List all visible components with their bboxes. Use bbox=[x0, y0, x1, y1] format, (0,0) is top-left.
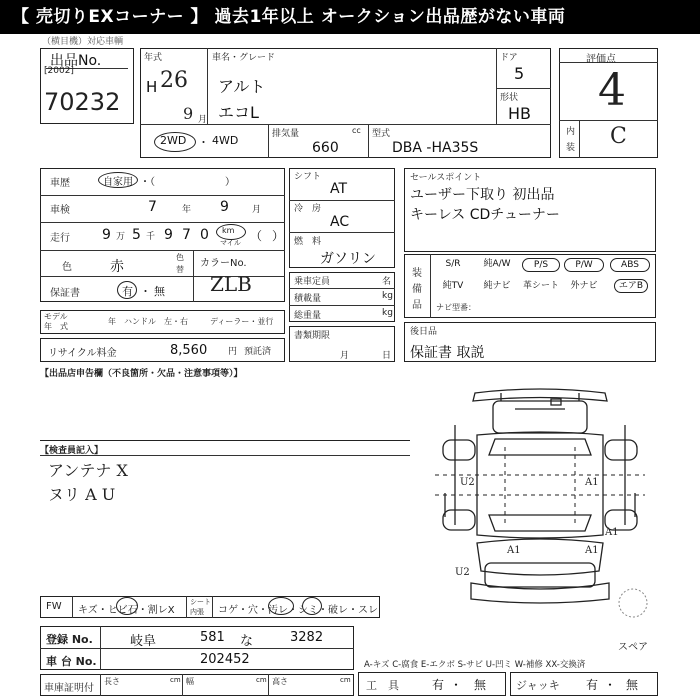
equipment-label-2: 備 bbox=[412, 284, 422, 295]
year-value: 26 bbox=[160, 68, 188, 93]
lot-sublabel: [2002] bbox=[44, 66, 74, 76]
type-label: 型式 bbox=[372, 129, 391, 139]
capacity-unit: 名 bbox=[382, 277, 392, 287]
history-rest: ・（ ） bbox=[140, 177, 235, 188]
tools-label: 工 具 bbox=[366, 679, 399, 692]
mileage-d1: 9 bbox=[102, 227, 111, 243]
equip-ps: P/S bbox=[522, 258, 560, 272]
spare-circle bbox=[619, 589, 647, 617]
equip-leather: 革シート bbox=[522, 281, 559, 291]
shift-value: AT bbox=[330, 181, 348, 197]
handle-text: ハンドル 左・右 bbox=[124, 317, 188, 326]
gross-label: 総重量 bbox=[294, 311, 322, 321]
model-year-label-1: モデル bbox=[44, 312, 68, 321]
jack-no: 無 bbox=[626, 678, 639, 692]
equip-navi: 純ナビ bbox=[483, 281, 511, 291]
jack-yes: 有 bbox=[586, 678, 599, 692]
shape-value: HB bbox=[508, 104, 532, 123]
drive-2wd: 2WD bbox=[160, 134, 187, 147]
warranty-no: 無 bbox=[154, 285, 165, 298]
certificate-length: 長さ bbox=[104, 677, 120, 686]
warranty-yes: 有 bbox=[122, 285, 133, 298]
docs-label: 書類期限 bbox=[294, 331, 331, 341]
mileage-label: 走行 bbox=[50, 233, 70, 244]
registration-number: 3282 bbox=[290, 630, 324, 645]
inspector-label: 【検査員記入】 bbox=[40, 446, 104, 456]
grade-name: エコL bbox=[218, 103, 259, 122]
capacity-label: 乗車定員 bbox=[294, 277, 331, 287]
recycle-unit: 円 bbox=[228, 347, 238, 357]
after-delivery-value: 保証書 取説 bbox=[410, 345, 485, 361]
lot-number: 70232 bbox=[44, 88, 121, 116]
doors-value: 5 bbox=[514, 64, 525, 83]
mileage-mile: マイル bbox=[220, 239, 241, 247]
docs-month: 月 bbox=[340, 351, 350, 361]
interior-label-1: 内 bbox=[566, 127, 576, 137]
damage-mark-5: A1 bbox=[585, 545, 599, 556]
damage-mark-2: A1 bbox=[585, 477, 599, 488]
shape-label: 形状 bbox=[500, 93, 519, 103]
model-year-label-2: 年 式 bbox=[44, 322, 68, 331]
registration-class: 581 bbox=[200, 630, 225, 645]
tools-no: 無 bbox=[474, 678, 487, 692]
history-label: 車歴 bbox=[50, 178, 70, 189]
warranty-label: 保証書 bbox=[50, 288, 80, 299]
mileage-man: 万 bbox=[116, 232, 126, 242]
fuel-label: 燃 料 bbox=[294, 237, 322, 247]
drive-4wd: 4WD bbox=[212, 134, 239, 147]
mileage-km: km bbox=[222, 226, 235, 235]
damage-mark-1: U2 bbox=[460, 477, 475, 488]
equip-aw: 純A/W bbox=[483, 259, 511, 269]
damage-mark-6: U2 bbox=[455, 567, 470, 578]
seller-notes-label: 【出品店申告欄（不良箇所・欠品・注意事項等）】 bbox=[40, 369, 243, 379]
color-code-label: カラーNo. bbox=[200, 258, 247, 269]
tools-sep: ・ bbox=[450, 678, 463, 692]
tools-yes: 有 bbox=[432, 678, 445, 692]
docs-day: 日 bbox=[382, 351, 392, 361]
inspection-month: 9 bbox=[220, 199, 229, 215]
load-unit: kg bbox=[382, 291, 393, 301]
drive-sep: ・ bbox=[198, 136, 209, 149]
inspection-year: 7 bbox=[148, 199, 157, 215]
inspector-line-2: ヌリ A U bbox=[48, 485, 116, 504]
equip-pw: P/W bbox=[564, 258, 604, 272]
year-month: 9 bbox=[183, 104, 194, 123]
equip-abs: ABS bbox=[610, 258, 650, 272]
color-change-1: 色 bbox=[176, 253, 184, 262]
registration-place: 岐阜 bbox=[130, 634, 157, 649]
aircon-label: 冷 房 bbox=[294, 204, 322, 214]
color-value: 赤 bbox=[110, 259, 124, 275]
inspection-label: 車検 bbox=[50, 205, 70, 216]
mileage-d4: 7 bbox=[182, 227, 191, 243]
doors-label: ドア bbox=[500, 53, 518, 63]
equipment-label-3: 品 bbox=[412, 300, 422, 311]
gross-unit: kg bbox=[382, 308, 393, 318]
score-value: 4 bbox=[598, 65, 626, 116]
score-label: 評価点 bbox=[586, 54, 616, 65]
shift-label: シフト bbox=[294, 172, 322, 182]
banner: 【 売切りEXコーナー 】 過去1年以上 オークション出品歴がない車両 bbox=[0, 0, 700, 34]
legend-items: キズ・ヒビ石・割レX bbox=[78, 605, 175, 616]
certificate-label: 車庫証明付 bbox=[44, 683, 94, 694]
mileage-d5: 0 bbox=[200, 227, 209, 243]
color-label: 色 bbox=[62, 262, 72, 273]
displacement-value: 660 bbox=[312, 140, 339, 156]
name-label: 車名・グレード bbox=[212, 53, 276, 63]
year-month-unit: 月 bbox=[198, 115, 208, 125]
jack-sep: ・ bbox=[604, 678, 617, 692]
chassis-value: 202452 bbox=[200, 652, 250, 667]
selling-points-label: セールスポイント bbox=[410, 173, 482, 183]
warranty-sep: ・ bbox=[140, 285, 151, 298]
registration-label: 登録 No. bbox=[46, 633, 93, 646]
model-year-unit: 年 bbox=[108, 317, 116, 326]
displacement-unit: cc bbox=[352, 126, 361, 135]
certificate-cm-3: cm bbox=[340, 676, 351, 684]
equipment-label-1: 装 bbox=[412, 268, 422, 279]
recycle-value: 8,560 bbox=[170, 343, 208, 358]
mileage-d2: 5 bbox=[132, 227, 141, 243]
registration-kana: な bbox=[240, 634, 254, 649]
recycle-label: リサイクル料金 bbox=[48, 348, 117, 359]
certificate-cm-2: cm bbox=[256, 676, 267, 684]
mileage-d3: 9 bbox=[164, 227, 173, 243]
aircon-value: AC bbox=[330, 214, 350, 230]
legend-fw: FW bbox=[46, 601, 62, 612]
spare-label: スペア bbox=[618, 642, 648, 653]
lot-label: 出品No. bbox=[50, 53, 102, 69]
dealer-text: ディーラー・並行 bbox=[210, 317, 274, 326]
fuel-value: ガソリン bbox=[320, 251, 376, 267]
selling-point-1: ユーザー下取り 初出品 bbox=[410, 187, 555, 203]
damage-mark-3: A1 bbox=[605, 527, 619, 538]
type-value: DBA -HA35S bbox=[392, 140, 479, 156]
interior-value: C bbox=[610, 124, 627, 149]
certificate-cm-1: cm bbox=[170, 676, 181, 684]
legend-codes: A-キズ C-腐食 E-エクボ S-サビ U-凹ミ W-補修 XX-交換済 bbox=[364, 660, 586, 670]
year-label: 年式 bbox=[144, 53, 163, 63]
equip-sr: S/R bbox=[445, 259, 461, 269]
damage-mark-4: A1 bbox=[507, 545, 521, 556]
mileage-sen: 千 bbox=[146, 232, 156, 242]
legend-seat-items: コゲ・穴・汚レ・シミ・破レ・スレ bbox=[218, 605, 378, 616]
inspection-month-unit: 月 bbox=[252, 205, 262, 215]
chassis-label: 車 台 No. bbox=[46, 655, 97, 668]
equip-ext-navi: 外ナビ bbox=[570, 281, 598, 291]
legend-seat-2: 内張 bbox=[190, 608, 204, 616]
car-diagram bbox=[415, 385, 665, 620]
displacement-label: 排気量 bbox=[272, 129, 300, 139]
year-era: H bbox=[146, 78, 158, 96]
legend-seat-1: シート bbox=[190, 598, 211, 606]
history-value: 自家用 bbox=[103, 177, 133, 188]
model-name: アルト bbox=[218, 77, 266, 96]
color-code-value: ZLB bbox=[210, 272, 252, 296]
certificate-width: 幅 bbox=[186, 677, 194, 686]
navi-model-label: ナビ型番： bbox=[436, 303, 476, 312]
recycle-status: 預託済 bbox=[244, 347, 272, 357]
after-delivery-label: 後日品 bbox=[410, 327, 438, 337]
equip-airbag: エアB bbox=[614, 279, 648, 293]
certificate-height: 高さ bbox=[272, 677, 288, 686]
interior-label-2: 装 bbox=[566, 143, 576, 153]
top-cut-text: （横目機）対応車輌 bbox=[42, 37, 124, 47]
selling-point-2: キーレス CDチューナー bbox=[410, 207, 560, 223]
load-label: 積載量 bbox=[294, 294, 322, 304]
color-change-2: 替 bbox=[176, 265, 184, 274]
inspector-line-1: アンテナ X bbox=[48, 461, 128, 480]
jack-label: ジャッキ bbox=[516, 679, 560, 692]
equip-tv: 純TV bbox=[442, 281, 464, 291]
inspection-year-unit: 年 bbox=[182, 205, 192, 215]
